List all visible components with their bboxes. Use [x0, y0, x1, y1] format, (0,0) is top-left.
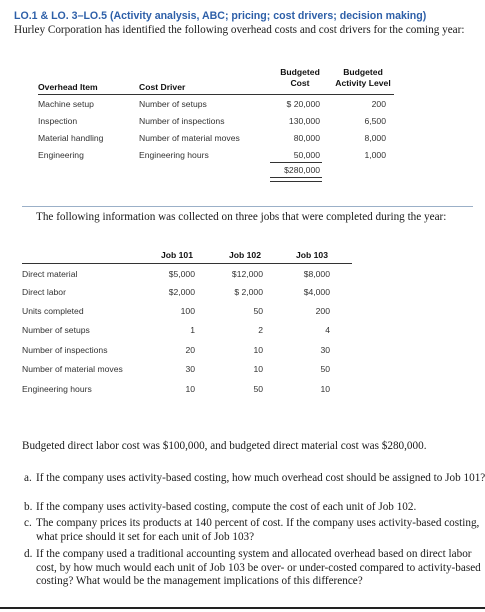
overhead-item: Machine setup [38, 99, 94, 109]
activity-level: 1,000 [364, 150, 386, 160]
activity-level: 200 [371, 99, 386, 109]
job-102-value: $ 2,000 [234, 287, 263, 297]
row-label: Number of inspections [22, 345, 108, 355]
job-101-value: 30 [185, 364, 195, 374]
activity-level: 8,000 [364, 133, 386, 143]
header-overhead-item: Overhead Item [38, 82, 98, 92]
overhead-item: Inspection [38, 116, 78, 126]
budgeted-cost: 80,000 [293, 133, 320, 143]
total-cost: $280,000 [284, 165, 320, 175]
subtotal-rule [270, 162, 322, 163]
job-103-value: 4 [325, 325, 330, 335]
question-label: d. [24, 548, 33, 560]
job-103-value: 30 [320, 345, 330, 355]
budgeted-cost: 130,000 [288, 116, 320, 126]
job-102-value: 50 [253, 306, 263, 316]
budgeted-cost: 50,000 [293, 150, 320, 160]
budget-statement: Budgeted direct labor cost was $100,000, and budgeted direct material cost was $280,000. [22, 440, 427, 452]
header-job-102: Job 102 [228, 250, 261, 260]
question-b [24, 501, 485, 515]
job-102-value: 10 [253, 345, 263, 355]
problem-intro: Hurley Corporation has identified the following overhead costs and cost drivers for the coming year: [14, 24, 465, 36]
question-label: c. [24, 517, 32, 529]
header-cost-driver: Cost Driver [139, 82, 186, 92]
section-divider [22, 206, 473, 207]
cost-driver: Number of inspections [139, 116, 225, 126]
overhead-item: Material handling [38, 133, 104, 143]
job-101-value: $5,000 [168, 269, 195, 279]
job-102-value: 2 [258, 325, 263, 335]
activity-level: 6,500 [364, 116, 386, 126]
row-label: Direct labor [22, 287, 66, 297]
header-rule [38, 94, 394, 95]
job-103-value: $8,000 [303, 269, 330, 279]
cost-driver: Number of setups [139, 99, 207, 109]
header-job-103: Job 103 [295, 250, 328, 260]
question-a [24, 472, 485, 486]
job-102-value: 50 [253, 384, 263, 394]
row-label: Number of material moves [22, 364, 123, 374]
jobs-intro: The following information was collected on three jobs that were completed during the year: [36, 211, 447, 223]
question-d [24, 548, 485, 589]
learning-objective-code: LO.1 & LO. 3–LO.5 (Activity analysis, ABC; pricing; cost drivers; decision making) [14, 10, 427, 22]
row-label: Engineering hours [22, 384, 92, 394]
job-103-value: 50 [320, 364, 330, 374]
cost-driver: Number of material moves [139, 133, 240, 143]
header-level-line1: Budgeted [343, 67, 383, 77]
job-101-value: 100 [180, 306, 195, 316]
overhead-item: Engineering [38, 150, 84, 160]
job-102-value: 10 [253, 364, 263, 374]
job-101-value: 10 [185, 384, 195, 394]
question-text: If the company used a traditional accounting system and allocated overhead based on direct labor cost, by how much would each unit of Job 103 be over- or under-costed compared to activity-based costing? What would be the management implications of this difference? [36, 548, 481, 587]
row-label: Direct material [22, 269, 78, 279]
job-103-value: $4,000 [303, 287, 330, 297]
page-bottom-rule [0, 607, 485, 609]
row-label: Units completed [22, 306, 84, 316]
question-text: The company prices its products at 140 percent of cost. If the company uses activity-based costing, what price should it set for each unit of Job 103? [36, 517, 480, 543]
job-103-value: 200 [315, 306, 330, 316]
job-101-value: 20 [185, 345, 195, 355]
question-c [24, 517, 485, 544]
row-label: Number of setups [22, 325, 90, 335]
job-102-value: $12,000 [231, 269, 263, 279]
question-text: If the company uses activity-based costing, compute the cost of each unit of Job 102. [36, 501, 417, 513]
job-101-value: 1 [190, 325, 195, 335]
header-cost-line1: Budgeted [280, 67, 320, 77]
budgeted-cost: $ 20,000 [286, 99, 320, 109]
job-101-value: $2,000 [168, 287, 195, 297]
header-cost-line2: Cost [290, 78, 310, 88]
header-job-101: Job 101 [160, 250, 193, 260]
header-level-line2: Activity Level [335, 78, 391, 88]
question-label: b. [24, 501, 33, 513]
question-label: a. [24, 472, 32, 484]
jobs-header-rule [22, 263, 352, 264]
question-text: If the company uses activity-based costing, how much overhead cost should be assigned to Job 101? [36, 472, 485, 484]
cost-driver: Engineering hours [139, 150, 209, 160]
problem-heading [14, 9, 476, 37]
total-double-rule [270, 177, 322, 182]
job-103-value: 10 [320, 384, 330, 394]
